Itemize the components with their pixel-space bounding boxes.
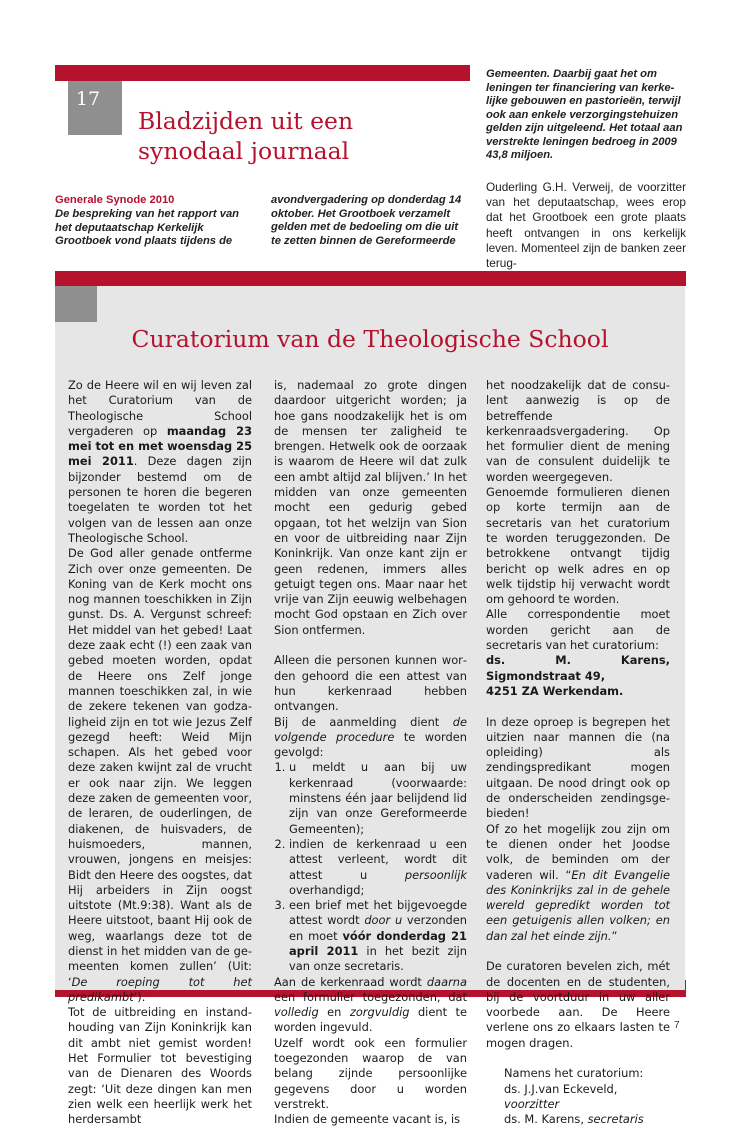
intro-column-1: De bespreking van het rapport van het deputaatschap Kerkelijk Grootboek vond plaats tijdens de (55, 208, 240, 247)
paragraph: is, nademaal zo grote dingen daardoor uitgericht worden; ja hoe gans noodzakelijk het is om de mensen ter zaligheid te brengen. Hetwelk ook de oorzaak is waarom de Heere wil dat zulk een ambt altijd zal blijven.’ In het midden van onze gemeenten mocht een gedurig gebed opgaan, tot het welzijn van Sion en voor de uitbreiding naar Zijn Koninkrijk. Van onze kant zijn er geen redenen, immers alles getuigt tegen ons. Maar naar het vrije van Zijn eeuwig welbehagen mocht God opstaan en Zich over Sion ontfermen. (274, 378, 467, 637)
paragraph: In deze oproep is begrepen het uitzien naar mannen die (na opleiding) als zendingspredikant mogen uitgaan. De nood dringt ook op de onderscheiden zendingsgebieden! (486, 714, 670, 821)
page-number: 7 (674, 1020, 680, 1031)
paragraph: het noodzakelijk dat de consulent aanwezig is op de betreffende kerkenraadsvergadering. Op het formulier dient de mening van de consulent duidelijk te worden weergegeven. (486, 378, 670, 484)
article-column-3 (486, 378, 670, 1128)
intro-column-3-body: Ouderling G.H. Verweij, de voorzitter van het deputaatschap, wees erop dat het Grootboek een grote plaats heeft ontvangen in ons kerkelijk leven. Momenteel zijn de banken zeer terug- (486, 180, 686, 271)
article-column-2 (274, 378, 467, 1128)
paragraph: Tot de uitbreiding en instandhouding van Zijn Koninkrijk kan dit ambt niet gemist worden! Het Formulier tot bevestiging van de Dienaren des Woords zegt: ‘Uit deze dingen kan men zien welk een heerlijk werk het herdersambt (68, 1005, 252, 1127)
signature-line: ds. M. Karens, secretaris (504, 1112, 644, 1127)
panel-top-bar (55, 271, 686, 286)
curatorium-title: Curatorium van de Theologische School (131, 325, 609, 353)
paragraph: Aan de kerkenraad wordt daarna een formulier toegezonden, dat volledig en zorgvuldig dient te worden ingevuld. (274, 974, 467, 1035)
paragraph: Genoemde formulieren dienen op korte termijn aan de secretaris van het curatorium te worden teruggezonden. De betrokkene ontvangt tijdig bericht op welk adres en op welk tijdstip hij verwacht wordt om gehoord te worden. (486, 485, 670, 607)
intro-column-2: avondvergadering op donderdag 14 oktober. Het Grootboek verzamelt gelden met de bedoeling om die uit te zetten binnen de Gereformeerde (271, 194, 462, 247)
header-red-bar (55, 65, 470, 81)
list-item: 1. u meldt u aan bij uw kerkenraad (voorwaarde: minstens één jaar belijdend lid zijn van onze Gereformeerde Gemeenten); (289, 760, 467, 836)
paragraph: Uzelf wordt ook een formulier toegezonden waarop de van belang zijnde persoonlijke gegevens door u worden verstrekt. (274, 1035, 467, 1111)
article-column-1 (68, 378, 252, 1128)
address-line: ds. M. Karens, Sigmondstraat 49, (486, 653, 670, 683)
article-number: 17 (75, 88, 101, 110)
intro-column-3: Gemeenten. Daarbij gaat het om leningen ter financiering van kerkelijke gebouwen en pastorieën, terwijl ook aan enkele verzorgingstehuizen gelden zijn uitgeleend. Het totaal aan verstrekte leningen bedroeg in 2009 43,8 miljoen. (486, 68, 683, 161)
paragraph: Bij de aanmelding dient de volgende procedure te worden gevolgd: (274, 714, 467, 760)
paragraph: De curatoren bevelen zich, mét de docenten en de studenten, bij de voortduur in uw aller voorbede aan. De Heere verlene ons zo elkaars lasten te mogen dragen. (486, 959, 670, 1050)
signature-line: Namens het curatorium: (504, 1066, 644, 1081)
list-item: 3. een brief met het bijgevoegde attest wordt door u verzonden en moet vóór donderdag 21 april 2011 in het bezit zijn van onze secretaris. (289, 898, 467, 974)
address-line: 4251 ZA Werkendam. (486, 683, 624, 698)
paragraph: De God aller genade ontferme Zich over onze gemeenten. De Koning van de Kerk mocht ons nog mannen toeschikken in Zijn gunst. Ds. A. Vergunst schreef: Het middel van het gebed! Laat deze zaak echt (!) een zaak van gebed moeten worden, opdat de Heere ons Zelf jonge mannen toeschikken zal, in wie de zekere tekenen van godzaligheid zijn en tot wie Jezus Zelf gezegd heeft: Weid Mijn schapen. Als het gebed voor deze zaken kwijnt zal de vrucht er ook naar zijn. We leggen deze zaken de gemeenten voor, de leraren, de ouderlingen, de diakenen, de huisvaders, de huismoeders, mannen, vrouwen, jongens en meisjes: Bidt den Heere des oogstes, dat Hij arbeiders in Zijn oogst uitstote (Mt.9:38). Want als de Heere uitstoot, baant Hij ook de weg, waarlangs deze tot de dienst in het midden van de gemeenten komen zullen’ (Uit: ‘De roeping tot het predikambt’). (68, 546, 252, 1004)
intro-heading: Generale Synode 2010 (55, 194, 175, 206)
paragraph: Alleen die personen kunnen worden gehoord die een attest van hun kerkenraad hebben ontvangen. (274, 653, 467, 714)
paragraph: Of zo het mogelijk zou zijn om te dienen onder het Joodse volk, de beminden om der vaderen wil. “En dit Evangelie des Koninkrijks zal in de gehele wereld gepredikt worden tot een getuigenis allen volken; en dan zal het einde zijn.” (486, 821, 671, 943)
paragraph: Indien de gemeente vacant is, is (274, 1112, 461, 1127)
panel-corner-box (55, 286, 97, 322)
paragraph: Zo de Heere wil en wij leven zal het Curatorium van de Theologische School vergaderen op maandag 23 mei tot en met woensdag 25 mei 2011. Deze dagen zijn bijzonder bestemd om de personen te horen die begeren toegelaten te worden tot het volgen van de lessen aan onze Theologische School. (68, 378, 252, 545)
list-item: 2. indien de kerkenraad u een attest verleent, wordt dit attest u persoonlijk overhandigd; (289, 837, 467, 898)
paragraph: Alle correspondentie moet worden gericht aan de secretaris van het curatorium: (486, 607, 670, 653)
procedure-list (274, 760, 467, 974)
signature-line: ds. J.J.van Eckeveld, voorzitter (504, 1081, 618, 1111)
article-title: Bladzijden uit een synodaal journaal (138, 107, 354, 165)
